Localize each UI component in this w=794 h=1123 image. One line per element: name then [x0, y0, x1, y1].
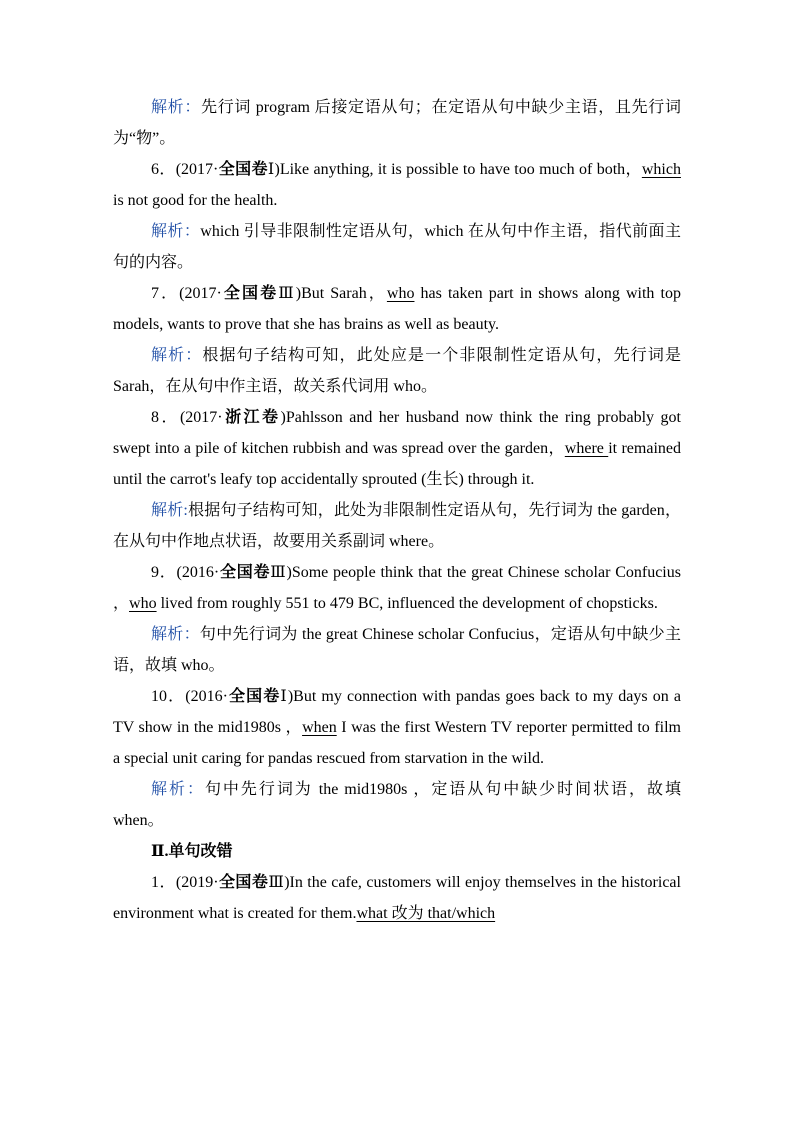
source-exam: 全国卷 [227, 688, 281, 705]
analysis-label: 解析 [151, 502, 184, 519]
section-heading: Ⅱ.单句改错 [151, 843, 233, 860]
analysis-5: 解析：先行词 program 后接定语从句；在定语从句中缺少主语，且先行词为“物”。 [113, 99, 681, 147]
analysis-9: 解析：句中先行词为 the great Chinese scholar Confucius，定语从句中缺少主语，故填 who。 [113, 626, 681, 674]
answer-blank: who [129, 595, 157, 612]
source-exam: 全国卷 [221, 285, 279, 302]
analysis-label: 解析 [151, 626, 184, 643]
source-exam: 浙江卷 [222, 409, 281, 426]
analysis-7: 解析：根据句子结构可知，此处应是一个非限制性定语从句，先行词是 Sarah，在从句中作主语，故关系代词用 who。 [113, 347, 681, 395]
answer-blank: where [564, 440, 609, 457]
question-9: 9．(2016·全国卷Ⅲ)Some people think that the great Chinese scholar Confucius ，who lived from roughly 551 to 479 BC, influenced the development of chopsticks. [113, 564, 681, 612]
question-7: 7．(2017·全国卷Ⅲ)But Sarah，who has taken part in shows along with top models, wants to prove that she has brains as well as beauty. [113, 285, 681, 333]
analysis-label: 解析 [151, 223, 184, 240]
analysis-label: 解析 [151, 781, 187, 798]
source-exam: 全国卷 [219, 564, 271, 581]
analysis-label: 解析 [151, 99, 185, 116]
answer-blank: which [641, 161, 681, 178]
source-exam: 全国卷 [218, 161, 268, 178]
analysis-label: 解析 [151, 347, 186, 364]
answer-blank: when [302, 719, 337, 736]
analysis-8: 解析:根据句子结构可知，此处为非限制性定语从句，先行词为 the garden，在从句中作地点状语，故要用关系副词 where。 [113, 502, 681, 550]
answer-correction: what 改为 that/which [356, 905, 496, 922]
error-correction-1: 1．(2019·全国卷Ⅲ)In the cafe, customers will enjoy themselves in the historical environment what is created for them.what 改为 that/which [113, 874, 681, 922]
answer-blank: who [386, 285, 415, 302]
question-6: 6．(2017·全国卷Ⅰ)Like anything, it is possible to have too much of both，which is not good for the health. [113, 161, 681, 209]
analysis-6: 解析：which 引导非限制性定语从句，which 在从句中作主语，指代前面主句的内容。 [113, 223, 681, 271]
source-exam: 全国卷 [218, 874, 269, 891]
worksheet-page [113, 92, 681, 929]
analysis-10: 解析：句中先行词为 the mid1980s ，定语从句中缺少时间状语，故填 when。 [113, 781, 681, 829]
question-10: 10．(2016·全国卷Ⅰ)But my connection with pandas goes back to my days on a TV show in the mid1980s ，when I was the first Western TV reporter permitted to film a special unit caring for pandas rescued from starvation in the wild. [113, 688, 681, 767]
question-8: 8．(2017·浙江卷)Pahlsson and her husband now think the ring probably got swept into a pile of kitchen rubbish and was spread over the garden，where it remained until the carrot's leafy top accidentally sprouted (生长) through it. [113, 409, 681, 488]
